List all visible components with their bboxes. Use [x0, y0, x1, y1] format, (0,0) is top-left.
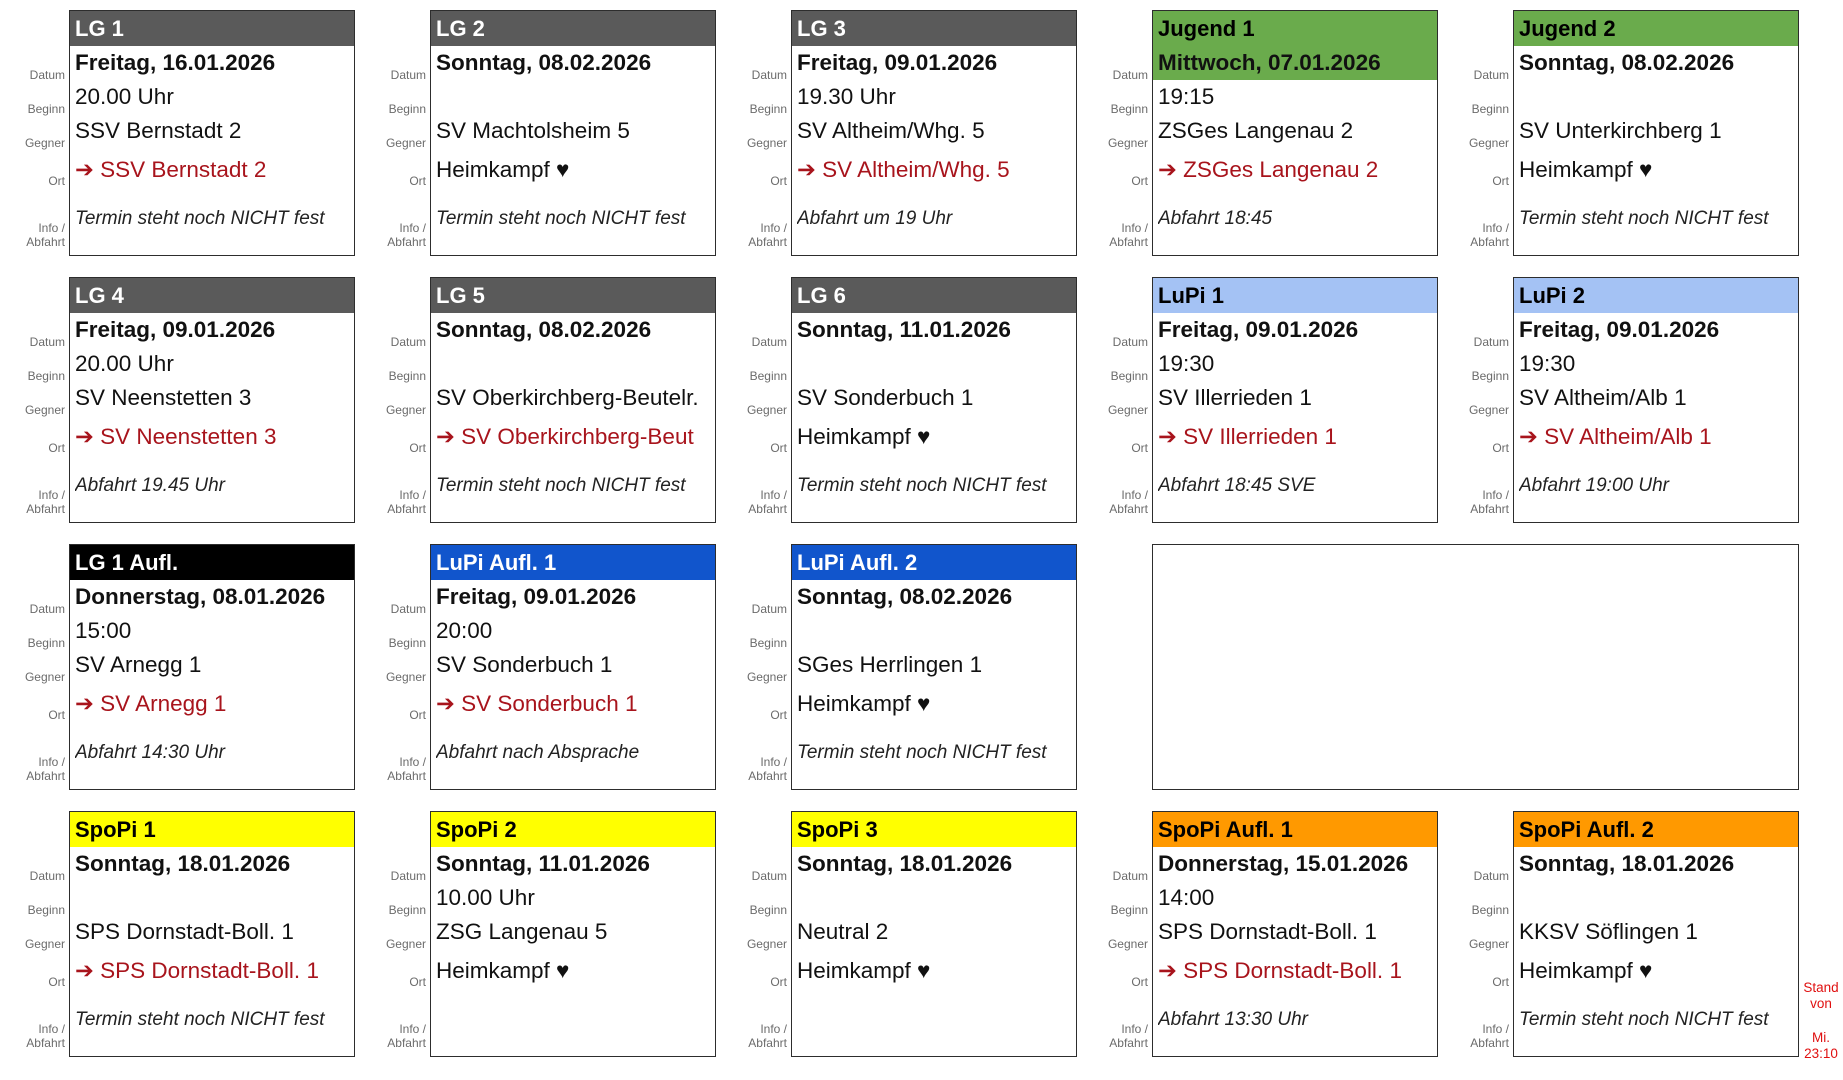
label-beginn: Beginn	[388, 369, 426, 383]
stand-line-3: Mi.	[1812, 1030, 1830, 1045]
label-ort: Ort	[770, 708, 787, 722]
team-card	[722, 811, 1077, 1057]
label-gegner: Gegner	[1107, 136, 1148, 150]
location: Heimkampf ♥	[436, 958, 570, 983]
label-datum: Datum	[1112, 869, 1148, 883]
label-abfahrt: Abfahrt	[1109, 502, 1148, 516]
label-ort: Ort	[48, 708, 65, 722]
card-box	[430, 544, 716, 790]
match-date: Donnerstag, 08.01.2026	[75, 584, 326, 609]
location: ➔ SV Illerrieden 1	[1158, 424, 1337, 449]
team-name: LuPi 1	[1153, 278, 1437, 313]
label-ort: Ort	[1492, 174, 1509, 188]
team-card	[1444, 10, 1799, 256]
team-card	[1444, 277, 1799, 523]
field-labels	[1444, 10, 1513, 256]
match-time: 19:15	[1158, 84, 1215, 109]
match-date: Sonntag, 18.01.2026	[1519, 851, 1735, 876]
team-card	[1083, 811, 1438, 1057]
label-gegner: Gegner	[1468, 136, 1509, 150]
empty-slot	[1152, 544, 1799, 790]
team-name: LG 6	[792, 278, 1076, 313]
match-date: Freitag, 09.01.2026	[797, 50, 998, 75]
card-box	[430, 277, 716, 523]
label-gegner: Gegner	[746, 670, 787, 684]
field-labels	[0, 10, 69, 256]
field-labels	[1444, 277, 1513, 523]
match-time: 20:00	[436, 618, 493, 643]
info-text: Abfahrt 14:30 Uhr	[75, 742, 225, 763]
label-info: Info /	[1121, 1022, 1148, 1036]
opponent: SV Altheim/Alb 1	[1519, 385, 1687, 410]
field-labels	[722, 811, 791, 1057]
label-info: Info /	[399, 488, 426, 502]
field-labels	[1083, 811, 1152, 1057]
match-time: 20.00 Uhr	[75, 351, 174, 376]
card-box	[1152, 277, 1438, 523]
card-box	[69, 544, 355, 790]
team-card	[0, 10, 355, 256]
match-date: Donnerstag, 15.01.2026	[1158, 851, 1409, 876]
label-ort: Ort	[1492, 441, 1509, 455]
location: Heimkampf ♥	[436, 157, 570, 182]
label-info: Info /	[399, 755, 426, 769]
card-box	[430, 10, 716, 256]
match-time: 14:00	[1158, 885, 1215, 910]
label-ort: Ort	[409, 441, 426, 455]
opponent: SPS Dornstadt-Boll. 1	[1158, 919, 1377, 944]
match-date: Mittwoch, 07.01.2026	[1153, 46, 1437, 80]
label-info: Info /	[38, 755, 65, 769]
card-box	[1152, 10, 1438, 256]
label-abfahrt: Abfahrt	[748, 769, 787, 783]
info-text: Abfahrt 13:30 Uhr	[1158, 1009, 1308, 1030]
label-info: Info /	[38, 1022, 65, 1036]
label-abfahrt: Abfahrt	[1109, 1036, 1148, 1050]
label-ort: Ort	[1492, 975, 1509, 989]
field-labels	[1444, 811, 1513, 1057]
match-date: Freitag, 16.01.2026	[75, 50, 276, 75]
team-name: LG 1	[70, 11, 354, 46]
label-gegner: Gegner	[385, 403, 426, 417]
label-datum: Datum	[1112, 68, 1148, 82]
info-text	[436, 1005, 713, 1035]
match-time: 10.00 Uhr	[436, 885, 535, 910]
label-beginn: Beginn	[27, 102, 65, 116]
match-date: Sonntag, 11.01.2026	[797, 317, 1011, 342]
info-text: Termin steht noch NICHT fest	[436, 208, 686, 229]
label-datum: Datum	[1473, 68, 1509, 82]
card-box	[430, 811, 716, 1057]
card-box	[791, 811, 1077, 1057]
team-card	[0, 544, 355, 790]
label-ort: Ort	[48, 441, 65, 455]
opponent: SV Oberkirchberg-Beutelr.	[436, 385, 699, 410]
opponent: Neutral 2	[797, 919, 889, 944]
label-abfahrt: Abfahrt	[748, 1036, 787, 1050]
label-info: Info /	[38, 221, 65, 235]
label-info: Info /	[1482, 221, 1509, 235]
info-text: Termin steht noch NICHT fest	[75, 1009, 325, 1030]
team-name: SpoPi 3	[792, 812, 1076, 847]
label-datum: Datum	[390, 68, 426, 82]
opponent: SV Neenstetten 3	[75, 385, 252, 410]
info-text: Abfahrt 19.45 Uhr	[75, 475, 225, 496]
label-abfahrt: Abfahrt	[26, 502, 65, 516]
label-datum: Datum	[1473, 335, 1509, 349]
team-card	[361, 811, 716, 1057]
field-labels	[0, 811, 69, 1057]
location: Heimkampf ♥	[797, 958, 931, 983]
field-labels	[361, 277, 430, 523]
info-text: Termin steht noch NICHT fest	[1519, 208, 1769, 229]
match-date: Sonntag, 08.02.2026	[436, 50, 652, 75]
label-gegner: Gegner	[1468, 403, 1509, 417]
match-date: Freitag, 09.01.2026	[75, 317, 276, 342]
card-box	[69, 811, 355, 1057]
label-datum: Datum	[751, 869, 787, 883]
card-box	[1152, 811, 1438, 1057]
label-gegner: Gegner	[1107, 937, 1148, 951]
field-labels	[0, 544, 69, 790]
label-beginn: Beginn	[388, 903, 426, 917]
label-abfahrt: Abfahrt	[387, 235, 426, 249]
location: ➔ SPS Dornstadt-Boll. 1	[75, 958, 319, 983]
team-name: LG 1 Aufl.	[70, 545, 354, 580]
stand-line-1: Stand	[1803, 980, 1839, 995]
label-abfahrt: Abfahrt	[26, 235, 65, 249]
label-datum: Datum	[29, 68, 65, 82]
label-ort: Ort	[409, 708, 426, 722]
team-name: SpoPi 1	[70, 812, 354, 847]
label-beginn: Beginn	[749, 102, 787, 116]
label-gegner: Gegner	[24, 403, 65, 417]
label-abfahrt: Abfahrt	[748, 502, 787, 516]
match-date: Sonntag, 08.02.2026	[1519, 50, 1735, 75]
match-time: 15:00	[75, 618, 132, 643]
label-gegner: Gegner	[746, 136, 787, 150]
match-time: 19:30	[1519, 351, 1576, 376]
field-labels	[1083, 10, 1152, 256]
label-info: Info /	[1482, 1022, 1509, 1036]
info-text: Abfahrt 18:45	[1158, 208, 1273, 229]
label-beginn: Beginn	[749, 369, 787, 383]
label-beginn: Beginn	[27, 903, 65, 917]
team-card	[1083, 277, 1438, 523]
opponent: SV Arnegg 1	[75, 652, 202, 677]
location: ➔ SV Neenstetten 3	[75, 424, 277, 449]
card-box	[1513, 10, 1799, 256]
location: Heimkampf ♥	[797, 691, 931, 716]
label-beginn: Beginn	[1471, 369, 1509, 383]
match-time	[797, 881, 1074, 915]
opponent: ZSGes Langenau 2	[1158, 118, 1354, 143]
location: ➔ ZSGes Langenau 2	[1158, 157, 1379, 182]
label-ort: Ort	[1131, 441, 1148, 455]
label-datum: Datum	[29, 869, 65, 883]
label-gegner: Gegner	[746, 403, 787, 417]
label-info: Info /	[1121, 488, 1148, 502]
match-time	[436, 80, 713, 114]
card-box	[1513, 811, 1799, 1057]
label-datum: Datum	[1112, 335, 1148, 349]
team-card	[361, 277, 716, 523]
opponent: KKSV Söflingen 1	[1519, 919, 1698, 944]
label-datum: Datum	[29, 602, 65, 616]
location: Heimkampf ♥	[1519, 958, 1653, 983]
opponent: SGes Herrlingen 1	[797, 652, 983, 677]
opponent: ZSG Langenau 5	[436, 919, 608, 944]
team-card	[1444, 811, 1799, 1057]
label-ort: Ort	[770, 975, 787, 989]
field-labels	[1083, 277, 1152, 523]
location: Heimkampf ♥	[797, 424, 931, 449]
label-gegner: Gegner	[24, 670, 65, 684]
info-text: Termin steht noch NICHT fest	[75, 208, 325, 229]
label-gegner: Gegner	[24, 136, 65, 150]
opponent: SV Machtolsheim 5	[436, 118, 630, 143]
match-time: 19:30	[1158, 351, 1215, 376]
label-gegner: Gegner	[1468, 937, 1509, 951]
label-abfahrt: Abfahrt	[26, 1036, 65, 1050]
match-time	[75, 881, 352, 915]
label-datum: Datum	[751, 602, 787, 616]
label-datum: Datum	[1473, 869, 1509, 883]
label-abfahrt: Abfahrt	[26, 769, 65, 783]
info-text: Abfahrt 18:45 SVE	[1158, 475, 1316, 496]
match-time	[1519, 80, 1796, 114]
label-gegner: Gegner	[24, 937, 65, 951]
team-card	[0, 811, 355, 1057]
info-text	[797, 1005, 1074, 1035]
team-card	[722, 544, 1077, 790]
label-beginn: Beginn	[27, 369, 65, 383]
field-labels	[722, 544, 791, 790]
field-labels	[361, 811, 430, 1057]
label-beginn: Beginn	[1110, 369, 1148, 383]
label-beginn: Beginn	[1471, 102, 1509, 116]
location: ➔ SPS Dornstadt-Boll. 1	[1158, 958, 1402, 983]
stand-line-4: 23:10	[1804, 1046, 1838, 1061]
team-name: SpoPi Aufl. 1	[1153, 812, 1437, 847]
label-beginn: Beginn	[749, 903, 787, 917]
label-beginn: Beginn	[388, 102, 426, 116]
field-labels	[722, 277, 791, 523]
label-datum: Datum	[751, 335, 787, 349]
label-info: Info /	[38, 488, 65, 502]
label-info: Info /	[1121, 221, 1148, 235]
label-info: Info /	[760, 488, 787, 502]
team-name: Jugend 2	[1514, 11, 1798, 46]
card-box	[1513, 277, 1799, 523]
opponent: SV Sonderbuch 1	[797, 385, 974, 410]
team-card	[722, 10, 1077, 256]
match-date: Freitag, 09.01.2026	[436, 584, 637, 609]
label-datum: Datum	[390, 602, 426, 616]
info-text: Abfahrt nach Absprache	[436, 742, 640, 763]
label-ort: Ort	[409, 975, 426, 989]
match-date: Sonntag, 11.01.2026	[436, 851, 650, 876]
card-box	[69, 277, 355, 523]
location: ➔ SV Arnegg 1	[75, 691, 227, 716]
label-datum: Datum	[390, 335, 426, 349]
label-ort: Ort	[770, 441, 787, 455]
info-text: Termin steht noch NICHT fest	[797, 475, 1047, 496]
label-info: Info /	[399, 1022, 426, 1036]
team-name: SpoPi Aufl. 2	[1514, 812, 1798, 847]
label-info: Info /	[1482, 488, 1509, 502]
label-gegner: Gegner	[746, 937, 787, 951]
label-datum: Datum	[390, 869, 426, 883]
team-name: LG 2	[431, 11, 715, 46]
team-name: LG 5	[431, 278, 715, 313]
label-beginn: Beginn	[749, 636, 787, 650]
location: ➔ SV Altheim/Alb 1	[1519, 424, 1712, 449]
team-card	[722, 277, 1077, 523]
match-date: Sonntag, 08.02.2026	[797, 584, 1013, 609]
team-name: LG 4	[70, 278, 354, 313]
label-beginn: Beginn	[1110, 903, 1148, 917]
opponent: SPS Dornstadt-Boll. 1	[75, 919, 294, 944]
opponent: SV Unterkirchberg 1	[1519, 118, 1722, 143]
label-gegner: Gegner	[1107, 403, 1148, 417]
label-ort: Ort	[409, 174, 426, 188]
label-abfahrt: Abfahrt	[1470, 235, 1509, 249]
match-time: 19.30 Uhr	[797, 84, 896, 109]
match-time: 20.00 Uhr	[75, 84, 174, 109]
label-abfahrt: Abfahrt	[387, 769, 426, 783]
label-ort: Ort	[770, 174, 787, 188]
opponent: SV Illerrieden 1	[1158, 385, 1312, 410]
location: ➔ SSV Bernstadt 2	[75, 157, 267, 182]
match-date: Sonntag, 18.01.2026	[797, 851, 1013, 876]
info-text: Termin steht noch NICHT fest	[436, 475, 686, 496]
label-abfahrt: Abfahrt	[387, 502, 426, 516]
match-time	[797, 614, 1074, 648]
card-box	[791, 544, 1077, 790]
label-ort: Ort	[48, 174, 65, 188]
label-abfahrt: Abfahrt	[1470, 502, 1509, 516]
opponent: SSV Bernstadt 2	[75, 118, 242, 143]
stand-note	[1800, 980, 1842, 1062]
label-beginn: Beginn	[1471, 903, 1509, 917]
team-name: LuPi Aufl. 1	[431, 545, 715, 580]
field-labels	[361, 544, 430, 790]
location: Heimkampf ♥	[1519, 157, 1653, 182]
label-gegner: Gegner	[385, 670, 426, 684]
label-beginn: Beginn	[388, 636, 426, 650]
card-box	[69, 10, 355, 256]
card-box	[791, 10, 1077, 256]
match-date: Freitag, 09.01.2026	[1519, 317, 1720, 342]
label-info: Info /	[760, 755, 787, 769]
stand-line-2: von	[1810, 996, 1832, 1011]
location: ➔ SV Oberkirchberg-Beut	[436, 424, 694, 449]
label-abfahrt: Abfahrt	[387, 1036, 426, 1050]
label-datum: Datum	[751, 68, 787, 82]
label-datum: Datum	[29, 335, 65, 349]
team-card	[361, 10, 716, 256]
info-text: Termin steht noch NICHT fest	[797, 742, 1047, 763]
match-time	[436, 347, 713, 381]
team-name: LuPi 2	[1514, 278, 1798, 313]
label-beginn: Beginn	[27, 636, 65, 650]
team-name: LG 3	[792, 11, 1076, 46]
field-labels	[0, 277, 69, 523]
label-abfahrt: Abfahrt	[1109, 235, 1148, 249]
team-card	[1083, 10, 1438, 256]
team-card	[0, 277, 355, 523]
info-text: Abfahrt um 19 Uhr	[797, 208, 953, 229]
match-date: Sonntag, 08.02.2026	[436, 317, 652, 342]
info-text: Termin steht noch NICHT fest	[1519, 1009, 1769, 1030]
match-time	[797, 347, 1074, 381]
label-abfahrt: Abfahrt	[748, 235, 787, 249]
match-date: Freitag, 09.01.2026	[1158, 317, 1359, 342]
team-name: SpoPi 2	[431, 812, 715, 847]
label-ort: Ort	[1131, 975, 1148, 989]
label-gegner: Gegner	[385, 136, 426, 150]
label-beginn: Beginn	[1110, 102, 1148, 116]
label-info: Info /	[760, 1022, 787, 1036]
label-ort: Ort	[1131, 174, 1148, 188]
match-date: Sonntag, 18.01.2026	[75, 851, 291, 876]
card-box	[791, 277, 1077, 523]
location: ➔ SV Altheim/Whg. 5	[797, 157, 1010, 182]
match-time	[1519, 881, 1796, 915]
label-ort: Ort	[48, 975, 65, 989]
team-name: Jugend 1	[1153, 11, 1437, 46]
field-labels	[361, 10, 430, 256]
label-info: Info /	[760, 221, 787, 235]
info-text: Abfahrt 19:00 Uhr	[1519, 475, 1669, 496]
team-card	[361, 544, 716, 790]
label-abfahrt: Abfahrt	[1470, 1036, 1509, 1050]
location: ➔ SV Sonderbuch 1	[436, 691, 638, 716]
label-gegner: Gegner	[385, 937, 426, 951]
opponent: SV Altheim/Whg. 5	[797, 118, 985, 143]
field-labels	[722, 10, 791, 256]
label-info: Info /	[399, 221, 426, 235]
team-name: LuPi Aufl. 2	[792, 545, 1076, 580]
opponent: SV Sonderbuch 1	[436, 652, 613, 677]
